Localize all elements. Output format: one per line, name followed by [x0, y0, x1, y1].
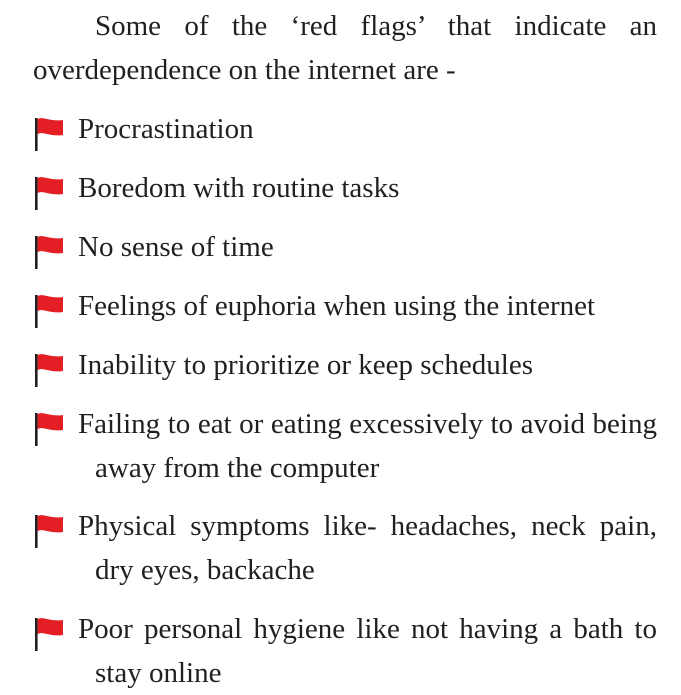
list-item	[33, 166, 657, 210]
list-item	[33, 343, 657, 387]
list-item	[33, 225, 657, 269]
list-item-text: Inability to prioritize or keep schedules	[78, 349, 533, 381]
red-flag-icon	[33, 175, 65, 211]
red-flag-icon	[33, 116, 65, 152]
list-item	[33, 607, 657, 695]
list-item-text: Feelings of euphoria when using the internet	[78, 290, 596, 322]
intro-paragraph: Some of the ‘red flags’ that indicate an overdependence on the internet are -	[33, 10, 657, 86]
list-item	[33, 107, 657, 151]
red-flag-icon	[33, 234, 65, 270]
red-flag-icon	[33, 293, 65, 329]
red-flag-icon	[33, 616, 65, 652]
red-flag-icon	[33, 513, 65, 549]
list-item-text: Physical symptoms like- headaches, neck pain, dry eyes, backache	[78, 510, 657, 586]
list-item-text: Failing to eat or eating excessively to avoid being away from the computer	[78, 408, 657, 484]
list-item	[33, 402, 657, 490]
red-flag-icon	[33, 411, 65, 447]
list-item	[33, 284, 657, 328]
list-item	[33, 504, 657, 592]
list-item-text: Poor personal hygiene like not having a bath to stay online	[78, 613, 657, 689]
list-item-text: Procrastination	[78, 113, 254, 145]
list-item-text: Boredom with routine tasks	[78, 172, 400, 204]
red-flag-icon	[33, 352, 65, 388]
list-item-text: No sense of time	[78, 231, 274, 263]
